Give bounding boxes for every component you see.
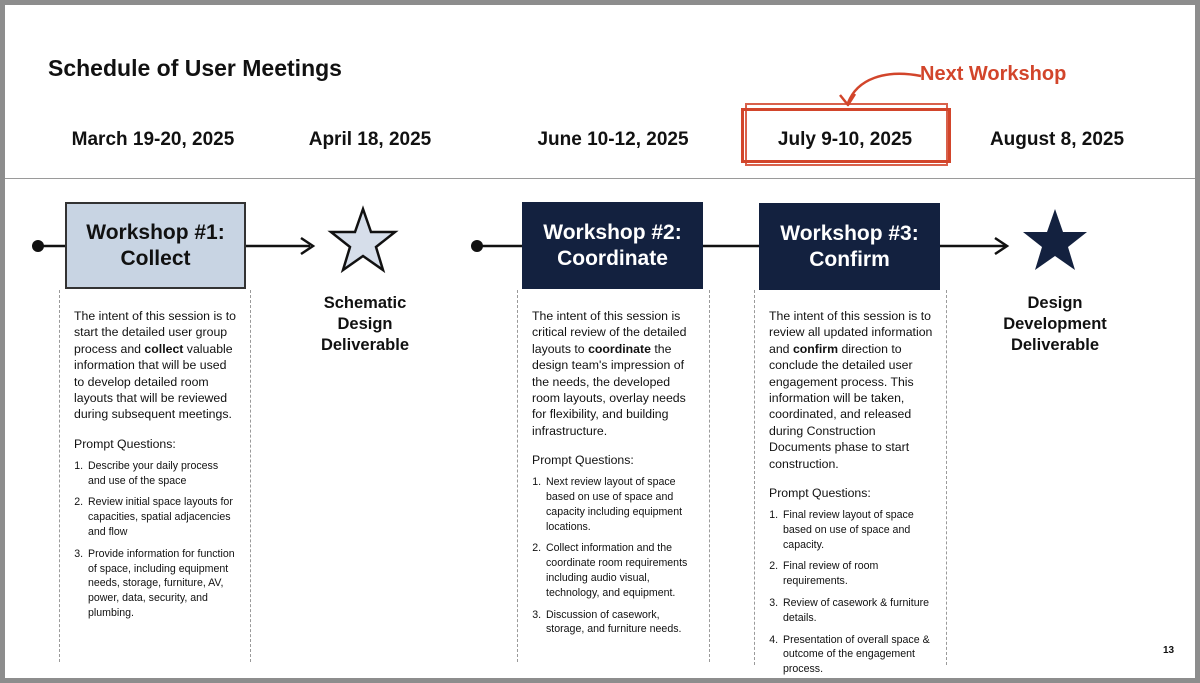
list-item: 3. Provide information for function of space, including equipment needs, storage, furniture, AV, power, data, security, and plumbing. [86, 547, 238, 621]
deliverable-2-line-2: Development [1003, 315, 1107, 333]
date-workshop-2: June 10-12, 2025 [537, 129, 689, 150]
workshop-2-prompt-heading: Prompt Questions: [532, 453, 634, 468]
list-item: 2. Final review of room requirements. [781, 559, 934, 589]
deliverable-2-line-3: Deliverable [1010, 336, 1100, 354]
list-item: 2. Review initial space layouts for capacities, spatial adjacencies and flow [86, 495, 238, 539]
list-item: 1. Next review layout of space based on use of space and capacity including equipment locations. [544, 475, 697, 534]
workshop-3-subtitle: Confirm [809, 247, 890, 271]
workshop-1-intro: The intent of this session is to start the detailed user group process and collect valuable information that will be used to develop detailed room layouts that will be reviewed during subsequent meetings. [74, 309, 236, 422]
workshop-1-subtitle: Collect [120, 246, 191, 270]
page-title: Schedule of User Meetings [48, 55, 342, 81]
workshop-3-prompt-heading: Prompt Questions: [769, 486, 871, 501]
star-filled-icon [1019, 205, 1091, 275]
workshop-3-details [754, 290, 947, 676]
workshop-1-questions [74, 459, 238, 621]
date-dd-deliverable: August 8, 2025 [989, 129, 1125, 150]
workshop-3-intro: The intent of this session is to review all updated information and confirm direction to conclude the detailed user engagement process. This information will be taken, coordinated, and released during Construction Documents phase to start construction. [769, 309, 933, 471]
slide [5, 5, 1195, 678]
list-item: 3. Discussion of casework, storage, and furniture needs. [544, 608, 697, 638]
list-item: 3. Review of casework & furniture details. [781, 596, 934, 626]
list-item: 1. Describe your daily process and use of the space [86, 459, 238, 489]
workshop-1-title: Workshop #1: [86, 220, 225, 244]
workshop-1-details [59, 290, 251, 662]
workshop-2-questions [532, 475, 697, 637]
design-development-deliverable [980, 293, 1130, 356]
deliverable-1-line-1: Schematic [323, 294, 407, 312]
workshop-3-questions [769, 508, 934, 677]
workshop-1-prompt-heading: Prompt Questions: [74, 436, 176, 451]
workshop-3-box [759, 203, 940, 290]
date-workshop-1: March 19-20, 2025 [71, 129, 235, 150]
list-item: 1. Final review layout of space based on use of space and capacity. [781, 508, 934, 552]
deliverable-2-line-1: Design [1027, 294, 1083, 312]
workshop-2-title: Workshop #2: [543, 220, 682, 244]
deliverable-1-line-3: Deliverable [320, 336, 410, 354]
workshop-2-box [522, 202, 703, 289]
deliverable-1-line-2: Design [337, 315, 393, 333]
page-number: 13 [1163, 645, 1175, 656]
schematic-design-deliverable [295, 293, 435, 356]
list-item: 4. Presentation of overall space & outcome of the engagement process. [781, 633, 934, 677]
next-workshop-callout: Next Workshop [920, 63, 1067, 85]
workshop-2-subtitle: Coordinate [557, 246, 668, 270]
workshop-2-details [517, 290, 710, 662]
star-outline-icon [327, 205, 399, 275]
header-divider [5, 178, 1195, 179]
list-item: 2. Collect information and the coordinate room requirements including audio visual, technology, and equipment. [544, 541, 697, 600]
workshop-2-intro: The intent of this session is critical review of the detailed layouts to coordinate the design team's impression of the needs, the developed room layouts, overlay needs for flexibility, and building infrastructure. [532, 309, 687, 438]
workshop-1-box [65, 202, 246, 289]
date-schematic-deliverable: April 18, 2025 [308, 129, 432, 150]
workshop-3-title: Workshop #3: [780, 221, 919, 245]
date-workshop-3: July 9-10, 2025 [777, 129, 913, 150]
